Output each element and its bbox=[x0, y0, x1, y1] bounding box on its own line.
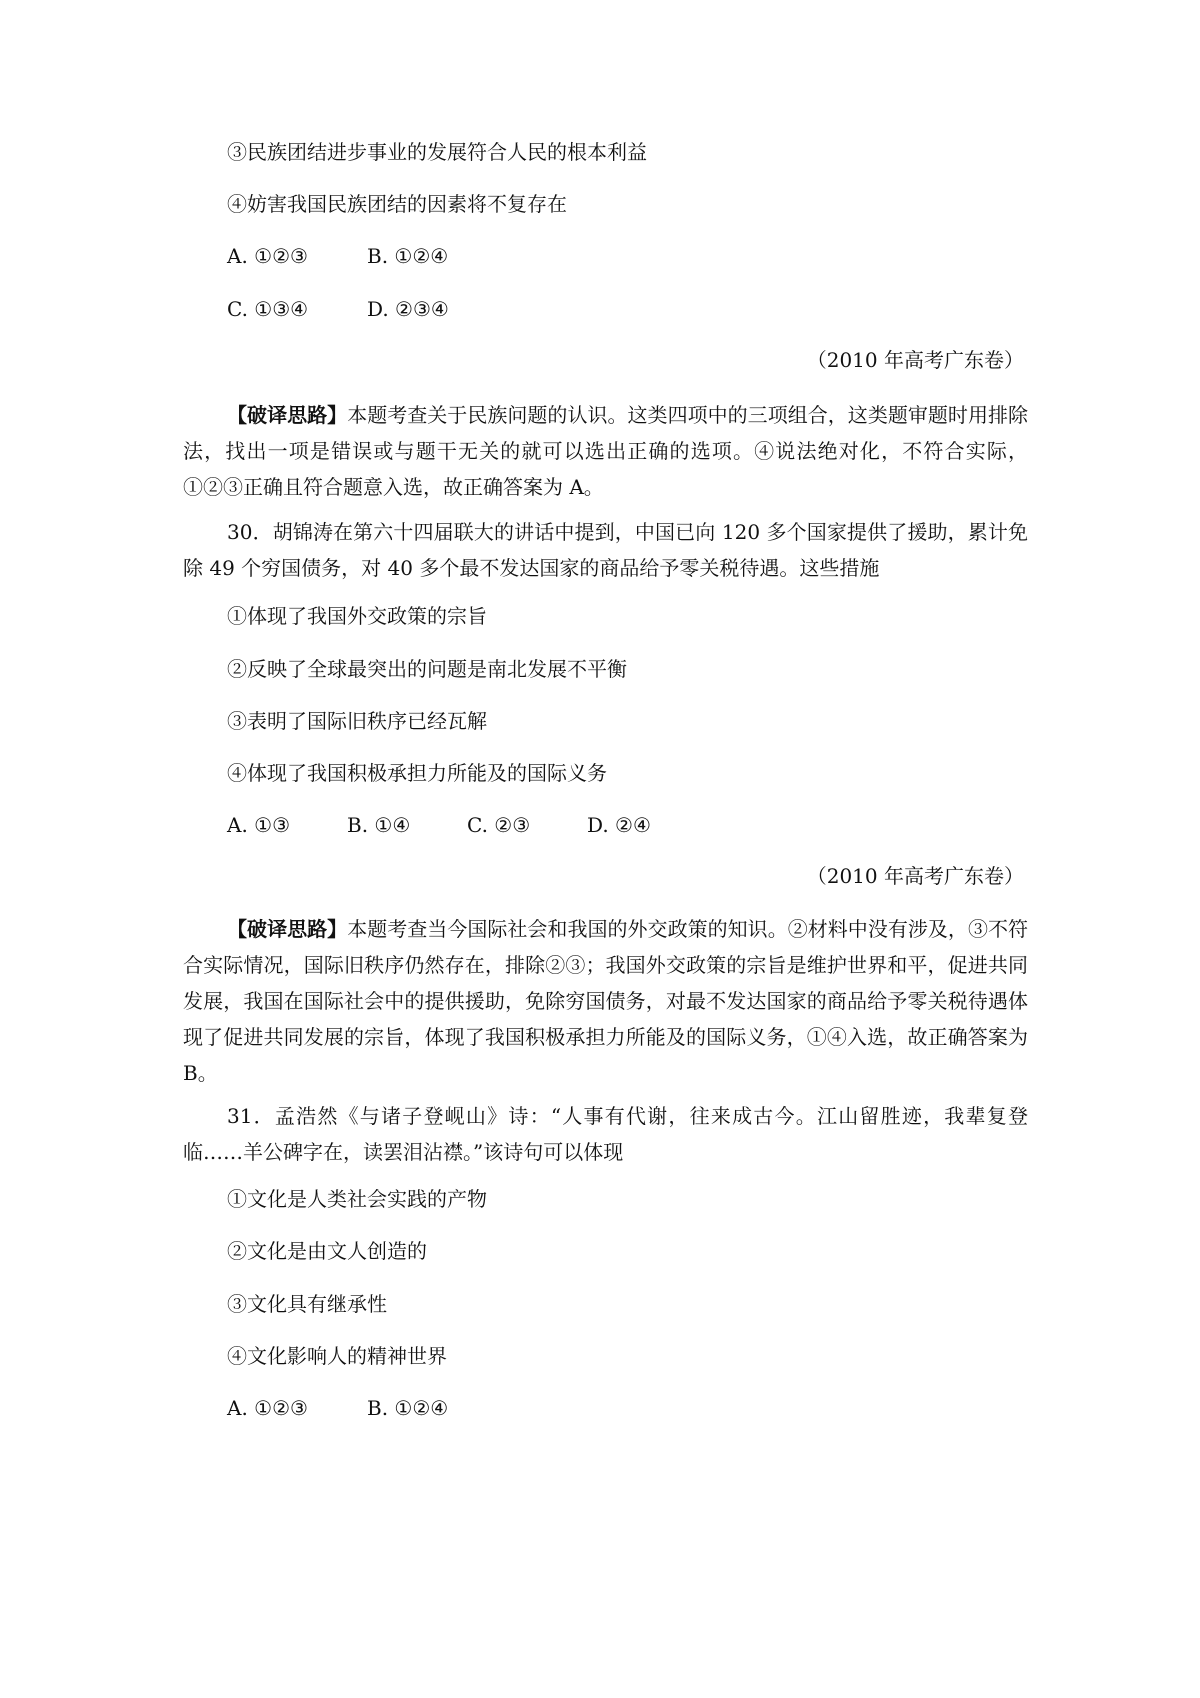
q31-item-3: ③文化具有继承性 bbox=[227, 1292, 387, 1316]
q30-options-row bbox=[227, 811, 651, 839]
q30-item-4: ④体现了我国积极承担力所能及的国际义务 bbox=[227, 761, 607, 785]
q30-option-a: A. ①③ bbox=[227, 813, 291, 837]
q31-item-2: ②文化是由文人创造的 bbox=[227, 1239, 427, 1263]
q29-option-d: D. ②③④ bbox=[367, 297, 449, 321]
q30-analysis-label: 【破译思路】 bbox=[227, 917, 348, 941]
q29-analysis-label: 【破译思路】 bbox=[227, 403, 348, 427]
q31-stem bbox=[183, 1098, 1028, 1170]
q29-item-4: ④妨害我国民族团结的因素将不复存在 bbox=[227, 192, 567, 216]
q30-item-3: ③表明了国际旧秩序已经瓦解 bbox=[227, 709, 487, 733]
q30-analysis bbox=[183, 911, 1028, 1091]
q30-option-c: C. ②③ bbox=[467, 813, 531, 837]
q30-stem-text: 30．胡锦涛在第六十四届联大的讲话中提到，中国已向 120 多个国家提供了援助，累计免除 49 个穷国债务，对 40 多个最不发达国家的商品给予零关税待遇。这些措施 bbox=[183, 520, 1028, 580]
q29-analysis-text: 本题考查关于民族问题的认识。这类四项中的三项组合，这类题审题时用排除法，找出一项是错误或与题干无关的就可以选出正确的选项。④说法绝对化，不符合实际，①②③正确且符合题意入选，故正确答案为 A。 bbox=[183, 403, 1029, 499]
q29-options-row-1 bbox=[227, 242, 448, 270]
q29-option-a: A. ①②③ bbox=[227, 244, 308, 268]
q31-option-a: A. ①②③ bbox=[227, 1396, 308, 1420]
q29-option-c: C. ①③④ bbox=[227, 297, 309, 321]
q29-analysis bbox=[183, 397, 1028, 505]
q29-option-b: B. ①②④ bbox=[367, 244, 449, 268]
q31-option-b: B. ①②④ bbox=[367, 1396, 449, 1420]
q30-stem bbox=[183, 514, 1028, 586]
q30-source: （2010 年高考广东卷） bbox=[806, 864, 1024, 888]
q30-analysis-text: 本题考查当今国际社会和我国的外交政策的知识。②材料中没有涉及，③不符合实际情况，国际旧秩序仍然存在，排除②③；我国外交政策的宗旨是维护世界和平，促进共同发展，我国在国际社会中的提供援助，免除穷国债务，对最不发达国家的商品给予零关税待遇体现了促进共同发展的宗旨，体现了我国积极承担力所能及的国际义务，①④入选，故正确答案为 B。 bbox=[183, 917, 1029, 1085]
q31-item-4: ④文化影响人的精神世界 bbox=[227, 1344, 447, 1368]
q30-option-d: D. ②④ bbox=[587, 813, 651, 837]
q31-options-row bbox=[227, 1394, 448, 1422]
q30-option-b: B. ①④ bbox=[347, 813, 411, 837]
q30-item-1: ①体现了我国外交政策的宗旨 bbox=[227, 604, 487, 628]
q29-item-3: ③民族团结进步事业的发展符合人民的根本利益 bbox=[227, 140, 647, 164]
q31-item-1: ①文化是人类社会实践的产物 bbox=[227, 1187, 487, 1211]
q30-item-2: ②反映了全球最突出的问题是南北发展不平衡 bbox=[227, 657, 627, 681]
q29-source: （2010 年高考广东卷） bbox=[806, 348, 1024, 372]
q31-stem-text: 31．孟浩然《与诸子登岘山》诗：“人事有代谢，往来成古今。江山留胜迹，我辈复登临……羊公碑字在，读罢泪沾襟。”该诗句可以体现 bbox=[183, 1104, 1028, 1164]
q29-options-row-2 bbox=[227, 295, 449, 323]
